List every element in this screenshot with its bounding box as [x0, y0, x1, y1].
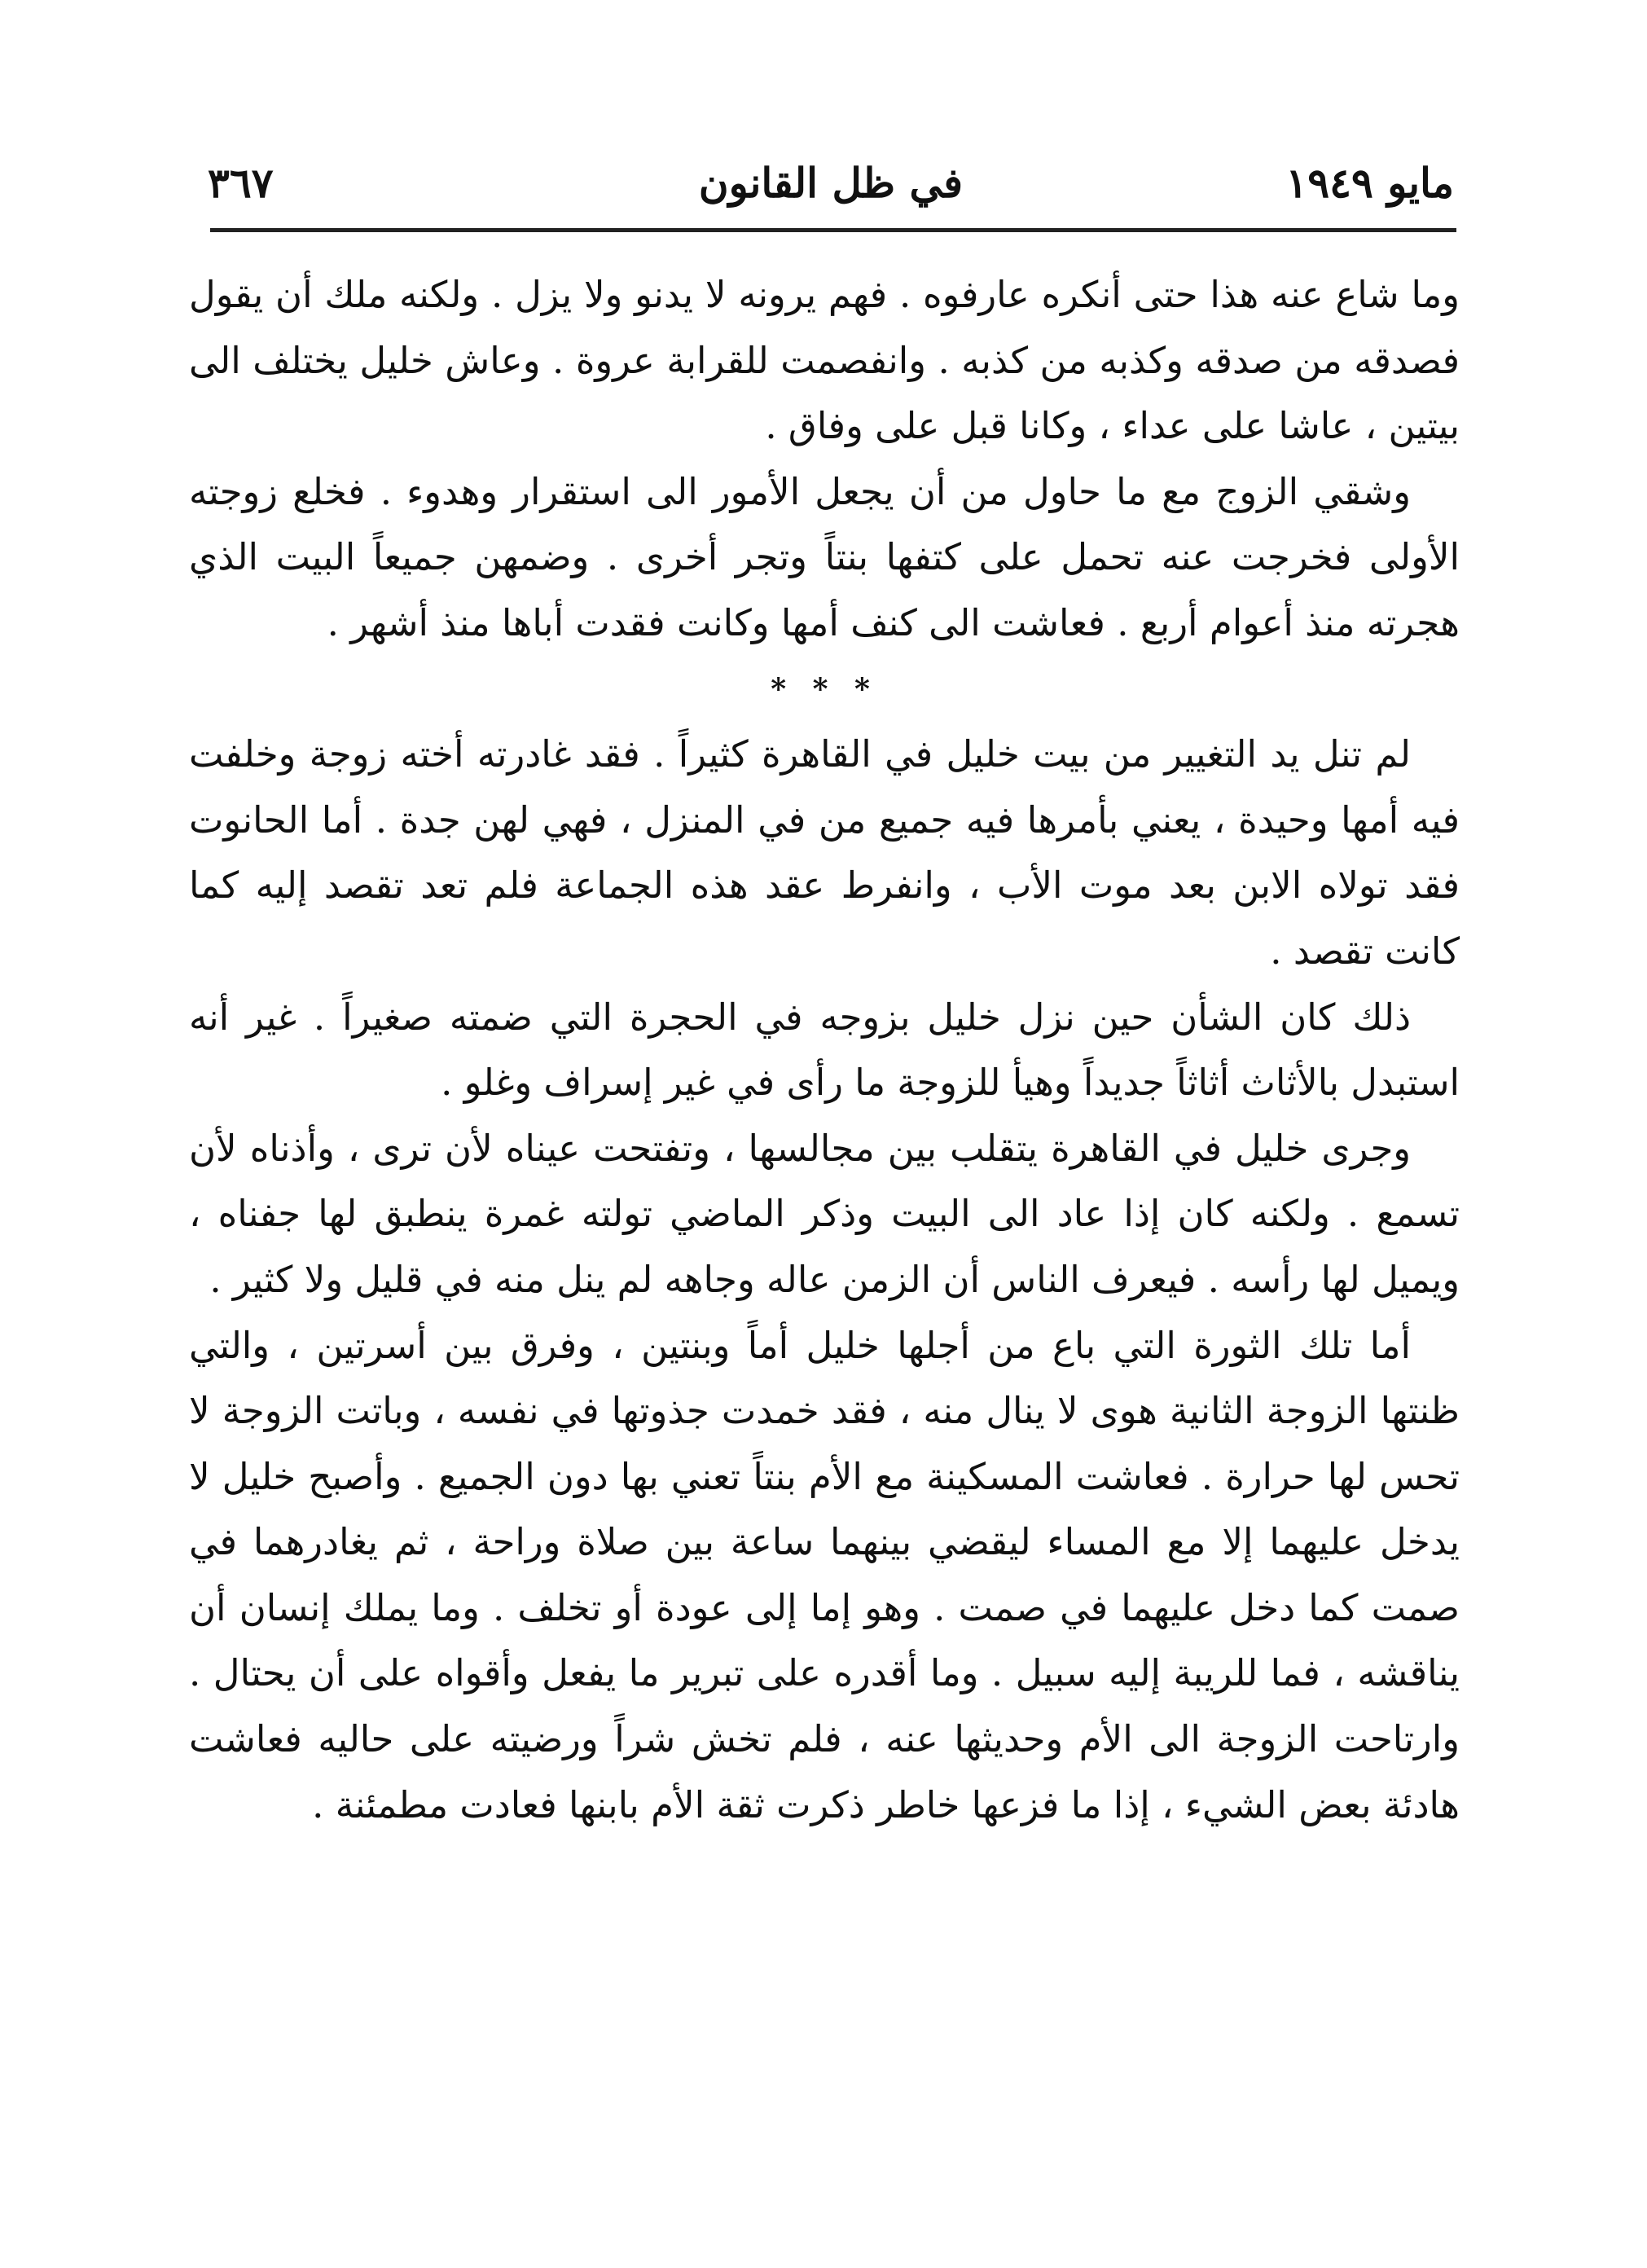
page-header	[208, 151, 1454, 216]
paragraph: وشقي الزوج مع ما حاول من أن يجعل الأمور الى استقرار وهدوء . فخلع زوجته الأولى فخرجت عنه تحمل على كتفها بنتاً وتجر أخرى . وضمهن جميعاً البيت الذي هجرته منذ أعوام أربع . فعاشت الى كنف أمها وكانت فقدت أباها منذ أشهر .	[189, 469, 1460, 644]
paragraph: لم تنل يد التغيير من بيت خليل في القاهرة كثيراً . فقد غادرته أخته زوجة وخلفت فيه أمها وحيدة ، يعني بأمرها فيه جميع من في المنزل ، فهي لهن جدة . أما الحانوت فقد تولاه الابن بعد موت الأب ، وانفرط عقد هذه الجماعة فلم تعد تقصد إليه كما كانت تقصد .	[189, 732, 1460, 973]
paragraph: وجرى خليل في القاهرة يتقلب بين مجالسها ، وتفتحت عيناه لأن ترى ، وأذناه لأن تسمع . ولكنه كان إذا عاد الى البيت وذكر الماضي تولته غمرة ينطبق لها جفناه ، ويميل لها رأسه . فيعرف الناس أن الزمن عاله وجاهه لم ينل منه في قليل ولا كثير .	[189, 1126, 1460, 1301]
header-rule	[210, 228, 1456, 232]
header-date: مايو ١٩٤٩	[1285, 159, 1454, 207]
paragraph: ذلك كان الشأن حين نزل خليل بزوجه في الحجرة التي ضمته صغيراً . غير أنه استبدل بالأثاث أثاثاً جديداً وهيأ للزوجة ما رأى في غير إسراف وغلو .	[189, 995, 1460, 1105]
header-title: في ظل القانون	[698, 159, 964, 207]
paragraph: أما تلك الثورة التي باع من أجلها خليل أماً وبنتين ، وفرق بين أسرتين ، والتي ظنتها الزوجة الثانية هوى لا ينال منه ، فقد خمدت جذوتها في نفسه ، وباتت الزوجة لا تحس لها حرارة . فعاشت المسكينة مع الأم بنتاً تعني بها دون الجميع . وأصبح خليل لا يدخل عليهما إلا مع المساء ليقضي بينهما ساعة بين صلاة وراحة ، ثم يغادرهما في صمت كما دخل عليهما في صمت . وهو إما إلى عودة أو تخلف . وما يملك إنسان أن يناقشه ، فما للريبة إليه سبيل . وما أقدره على تبرير ما يفعل وأقواه على أن يحتال . وارتاحت الزوجة الى الأم وحديثها عنه ، فلم تخش شراً ورضيته على حاليه فعاشت هادئة بعض الشيء ، إذا ما فزعها خاطر ذكرت ثقة الأم بابنها فعادت مطمئنة .	[189, 1323, 1460, 1826]
section-separator: * * *	[771, 671, 878, 706]
page-number: ٣٦٧	[208, 159, 274, 207]
paragraph: وما شاع عنه هذا حتى أنكره عارفوه . فهم يرونه لا يدنو ولا يزل . ولكنه ملك أن يقول فصدقه من صدقه وكذبه من كذبه . وانفصمت للقرابة عروة . وعاش خليل يختلف الى بيتين ، عاشا على عداء ، وكانا قبل على وفاق .	[189, 273, 1460, 448]
body-text	[189, 262, 1460, 1838]
